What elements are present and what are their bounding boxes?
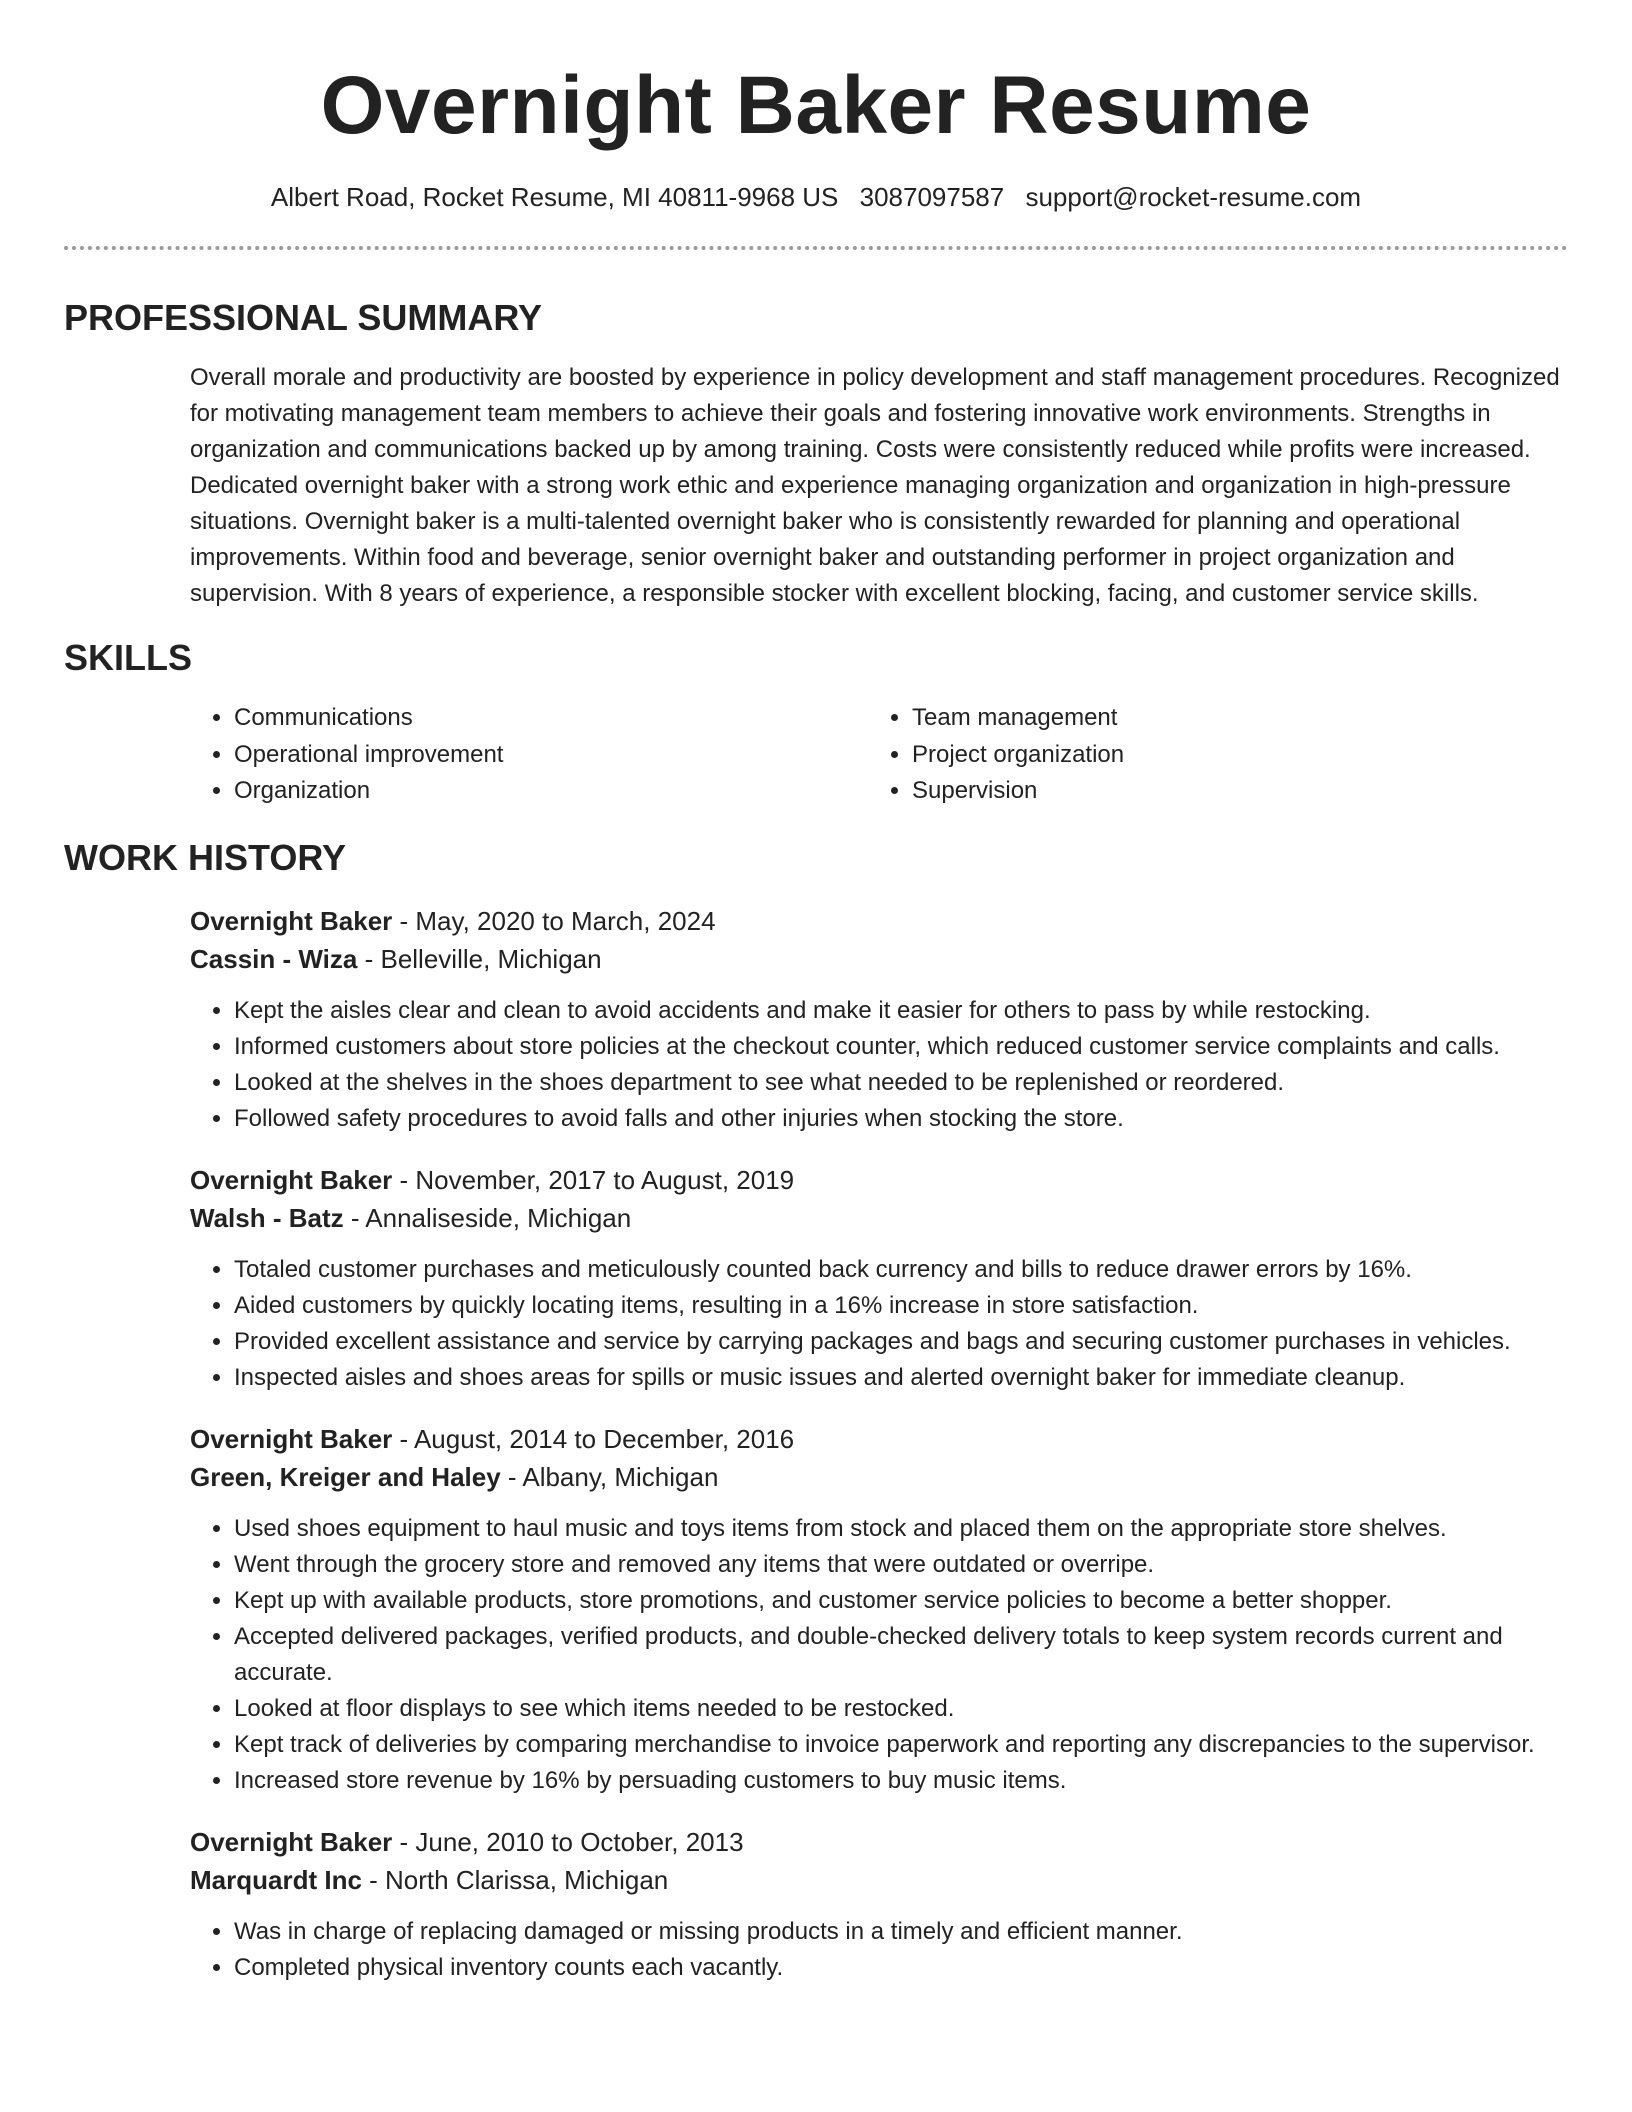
summary-text: Overall morale and productivity are boosted by experience in policy development and staff management procedures. Recognized for motivating management team members to achieve their goals and fostering innovative work environments. Strengths in organization and communications backed up by among training. Costs were consistently reduced while profits were increased. Dedicated overnight baker with a strong work ethic and experience managing organization and organization in high-pressure situations. Overnight baker is a multi-talented overnight baker who is consistently rewarded for planning and operational improvements. Within food and beverage, senior overnight baker and outstanding performer in project organization and supervision. With 8 years of experience, a responsible stocker with excellent blocking, facing, and customer service skills. bbox=[190, 364, 1560, 607]
skill-item: • Organization bbox=[234, 773, 868, 810]
job-bullet: • Looked at floor displays to see which items needed to be restocked. bbox=[234, 1691, 1568, 1727]
job-dates: - November, 2017 to August, 2019 bbox=[392, 1164, 795, 1195]
summary-heading: PROFESSIONAL SUMMARY bbox=[64, 297, 543, 338]
job-location: - North Clarissa, Michigan bbox=[361, 1864, 669, 1895]
job-bullet: • Followed safety procedures to avoid falls and other injuries when stocking the store. bbox=[234, 1101, 1568, 1137]
job-bullets bbox=[190, 1511, 1568, 1799]
job-company: Cassin - Wiza bbox=[190, 943, 358, 974]
job-title: Overnight Baker bbox=[190, 1423, 393, 1454]
skill-item: • Supervision bbox=[912, 773, 1568, 810]
job-bullet: • Informed customers about store policies at the checkout counter, which reduced customer service complaints and calls. bbox=[234, 1029, 1568, 1065]
job-location: - Annaliseside, Michigan bbox=[343, 1202, 632, 1233]
header-divider bbox=[64, 246, 1568, 250]
contact-email: support@rocket-resume.com bbox=[1025, 182, 1362, 212]
job-company-line bbox=[190, 940, 1568, 978]
job-bullet: • Increased store revenue by 16% by persuading customers to buy music items. bbox=[234, 1763, 1568, 1799]
job-dates: - August, 2014 to December, 2016 bbox=[392, 1423, 795, 1454]
job-bullet: • Aided customers by quickly locating items, resulting in a 16% increase in store satisfaction. bbox=[234, 1288, 1568, 1324]
job-bullets bbox=[190, 993, 1568, 1137]
job-bullet: • Kept track of deliveries by comparing merchandise to invoice paperwork and reporting any discrepancies to the supervisor. bbox=[234, 1727, 1568, 1763]
skills-column-left bbox=[190, 700, 868, 810]
job-location: - Belleville, Michigan bbox=[357, 943, 602, 974]
job-title: Overnight Baker bbox=[190, 1164, 393, 1195]
job-title-line bbox=[190, 1420, 1568, 1458]
skill-item: • Operational improvement bbox=[234, 737, 868, 774]
skills-list bbox=[190, 700, 1568, 810]
job-bullets bbox=[190, 1252, 1568, 1396]
skills-column-right bbox=[868, 700, 1568, 810]
skill-item: • Project organization bbox=[912, 737, 1568, 774]
job-bullet: • Accepted delivered packages, verified products, and double-checked delivery totals to keep system records current and accurate. bbox=[234, 1619, 1568, 1691]
job-bullet: • Kept the aisles clear and clean to avoid accidents and make it easier for others to pass by while restocking. bbox=[234, 993, 1568, 1029]
job-company-line bbox=[190, 1458, 1568, 1496]
job-title: Overnight Baker bbox=[190, 905, 393, 936]
job-company: Marquardt Inc bbox=[190, 1864, 362, 1895]
skill-item: • Communications bbox=[234, 700, 868, 737]
job-bullet: • Went through the grocery store and removed any items that were outdated or overripe. bbox=[234, 1547, 1568, 1583]
job-entry bbox=[190, 902, 1568, 1137]
job-dates: - June, 2010 to October, 2013 bbox=[392, 1826, 744, 1857]
job-bullet: • Kept up with available products, store promotions, and customer service policies to become a better shopper. bbox=[234, 1583, 1568, 1619]
job-bullet: • Used shoes equipment to haul music and toys items from stock and placed them on the appropriate store shelves. bbox=[234, 1511, 1568, 1547]
resume-title: Overnight Baker Resume bbox=[320, 60, 1312, 151]
skills-heading: SKILLS bbox=[64, 637, 193, 678]
job-title-line bbox=[190, 1161, 1568, 1199]
job-company-line bbox=[190, 1861, 1568, 1899]
job-bullet: • Totaled customer purchases and meticulously counted back currency and bills to reduce drawer errors by 16%. bbox=[234, 1252, 1568, 1288]
work-history-heading: WORK HISTORY bbox=[64, 836, 347, 878]
job-bullet: • Completed physical inventory counts each vacantly. bbox=[234, 1950, 1568, 1986]
skill-item: • Team management bbox=[912, 700, 1568, 737]
job-location: - Albany, Michigan bbox=[500, 1461, 719, 1492]
job-title: Overnight Baker bbox=[190, 1826, 393, 1857]
job-dates: - May, 2020 to March, 2024 bbox=[392, 905, 716, 936]
contact-line bbox=[64, 180, 1568, 214]
job-entry bbox=[190, 1420, 1568, 1799]
job-bullet: • Provided excellent assistance and service by carrying packages and bags and securing customer purchases in vehicles. bbox=[234, 1324, 1568, 1360]
job-title-line bbox=[190, 902, 1568, 940]
job-title-line bbox=[190, 1823, 1568, 1861]
job-entry bbox=[190, 1823, 1568, 1986]
contact-phone: 3087097587 bbox=[859, 182, 1005, 212]
contact-address: Albert Road, Rocket Resume, MI 40811-9968 US bbox=[270, 182, 839, 212]
job-entry bbox=[190, 1161, 1568, 1396]
job-company: Walsh - Batz bbox=[190, 1202, 344, 1233]
job-bullet: • Looked at the shelves in the shoes department to see what needed to be replenished or reordered. bbox=[234, 1065, 1568, 1101]
job-bullets bbox=[190, 1914, 1568, 1986]
job-bullet: • Inspected aisles and shoes areas for spills or music issues and alerted overnight baker for immediate cleanup. bbox=[234, 1360, 1568, 1396]
job-bullet: • Was in charge of replacing damaged or missing products in a timely and efficient manner. bbox=[234, 1914, 1568, 1950]
job-company: Green, Kreiger and Haley bbox=[190, 1461, 501, 1492]
job-company-line bbox=[190, 1199, 1568, 1237]
